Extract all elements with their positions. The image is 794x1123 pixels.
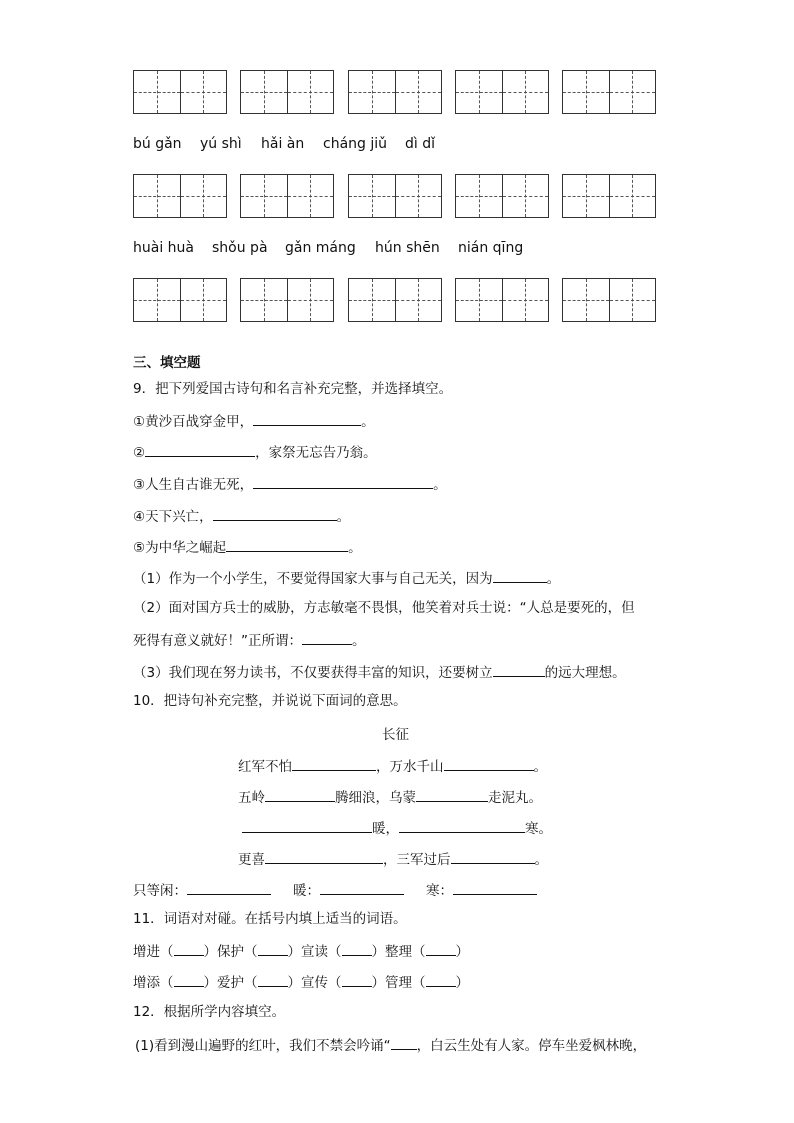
text-fragment: 腾细浪，乌蒙 (335, 790, 416, 806)
char-box-pair[interactable] (240, 70, 334, 114)
text-fragment: （1）作为一个小学生，不要觉得国家大事与自己无关，因为 (133, 571, 493, 587)
text-fragment: ，白云生处有人家。停车坐爱枫林晚， (416, 1038, 647, 1054)
answer-blank[interactable] (493, 662, 545, 677)
text-fragment: 宣传 (301, 975, 328, 991)
answer-blank[interactable] (444, 756, 534, 771)
char-box-pair[interactable] (562, 70, 656, 114)
answer-blank[interactable] (253, 474, 433, 489)
answer-blank[interactable] (302, 630, 352, 645)
text-fragment: ，家祭无忘告乃翁。 (255, 445, 377, 461)
text-fragment: 。 (361, 414, 375, 430)
text-fragment: ④天下兴亡， (133, 509, 213, 525)
text-fragment: ） (455, 944, 469, 960)
q9-sub-3 (133, 662, 626, 682)
char-box-pair[interactable] (240, 174, 334, 218)
q9-sub-2-line-1: （2）面对国方兵士的威胁，方志敏毫不畏惧，他笑着对兵士说：“人总是要死的，但 (133, 600, 635, 616)
q11-stem: 11．词语对对碰。在括号内填上适当的词语。 (133, 911, 407, 927)
pinyin-word: gǎn máng (285, 240, 356, 256)
text-fragment: （ (244, 944, 258, 960)
text-fragment: 寒： (426, 883, 453, 899)
answer-blank[interactable] (145, 442, 255, 457)
text-fragment: ⑤为中华之崛起 (133, 540, 227, 556)
answer-blank[interactable] (391, 1035, 417, 1050)
section-heading: 三、填空题 (133, 355, 201, 371)
q9-item-2 (133, 442, 377, 462)
q9-sub-1 (133, 568, 560, 588)
text-fragment: ，三军过后 (383, 852, 451, 868)
answer-blank[interactable] (265, 849, 383, 864)
text-fragment: 。 (533, 759, 547, 775)
q10-stem: 10．把诗句补充完整，并说说下面词的意思。 (133, 693, 407, 709)
pinyin-word: huài huà (133, 240, 194, 256)
word-meanings (133, 880, 537, 900)
answer-blank[interactable] (258, 972, 288, 987)
text-fragment: （ (160, 944, 174, 960)
text-fragment: ） (371, 944, 385, 960)
poem-line-2 (238, 787, 542, 807)
text-fragment: 。 (433, 477, 447, 493)
q12-stem: 12．根据所学内容填空。 (133, 1004, 286, 1020)
pinyin-word: bú gǎn (133, 136, 182, 152)
text-fragment: 增进 (133, 944, 160, 960)
text-fragment: （ (412, 944, 426, 960)
answer-blank[interactable] (453, 880, 537, 895)
answer-blank[interactable] (265, 787, 335, 802)
text-fragment: 只等闲： (133, 883, 187, 899)
text-fragment: 红军不怕 (238, 759, 292, 775)
q9-item-1 (133, 411, 375, 431)
pinyin-word: shǒu pà (212, 240, 268, 256)
answer-blank[interactable] (342, 941, 372, 956)
text-fragment: ①黄沙百战穿金甲， (133, 414, 254, 430)
poem-line-4 (238, 849, 548, 869)
q9-item-3 (133, 474, 447, 494)
char-box-pair[interactable] (133, 70, 227, 114)
char-box-pair[interactable] (562, 278, 656, 322)
char-box-pair[interactable] (348, 174, 442, 218)
text-fragment: 爱护 (217, 975, 244, 991)
text-fragment: 五岭 (238, 790, 265, 806)
q12-item-1 (135, 1035, 646, 1055)
poem-line-3 (242, 818, 552, 838)
char-box-pair[interactable] (133, 174, 227, 218)
answer-blank[interactable] (416, 787, 488, 802)
pinyin-word: hǎi àn (261, 136, 305, 152)
q9-item-4 (133, 506, 350, 526)
answer-blank[interactable] (226, 537, 348, 552)
poem-title: 长征 (382, 727, 409, 743)
pinyin-word: yú shì (200, 136, 242, 152)
answer-blank[interactable] (399, 818, 525, 833)
text-fragment: ） (455, 975, 469, 991)
text-fragment: ） (203, 975, 217, 991)
text-fragment: 暖， (372, 821, 399, 837)
q9-sub-2-line-2 (133, 630, 366, 650)
q11-row-2 (133, 972, 469, 992)
text-fragment: ，万水千山 (376, 759, 444, 775)
char-box-pair[interactable] (348, 278, 442, 322)
poem-line-1 (238, 756, 547, 776)
text-fragment: 管理 (385, 975, 412, 991)
text-fragment: 走泥丸。 (488, 790, 542, 806)
text-fragment: 保护 (217, 944, 244, 960)
answer-blank[interactable] (174, 941, 204, 956)
text-fragment: 整理 (385, 944, 412, 960)
answer-blank[interactable] (258, 941, 288, 956)
answer-blank[interactable] (493, 568, 547, 583)
text-fragment: 暖： (293, 883, 320, 899)
text-fragment: （ (328, 944, 342, 960)
pinyin-word: hún shēn (375, 240, 440, 256)
text-fragment: （ (412, 975, 426, 991)
answer-blank[interactable] (213, 506, 337, 521)
text-fragment: 。 (352, 633, 366, 649)
char-box-pair[interactable] (455, 174, 549, 218)
text-fragment: 更喜 (238, 852, 265, 868)
answer-blank[interactable] (174, 972, 204, 987)
text-fragment: ） (287, 944, 301, 960)
answer-blank[interactable] (253, 411, 361, 426)
text-fragment: ） (203, 944, 217, 960)
q11-row-1 (133, 941, 469, 961)
answer-blank[interactable] (426, 941, 456, 956)
pinyin-word: cháng jiǔ (323, 136, 388, 152)
answer-blank[interactable] (242, 818, 372, 833)
text-fragment: ③人生自古谁无死， (133, 477, 254, 493)
text-fragment: 。 (534, 852, 548, 868)
text-fragment: 宣读 (301, 944, 328, 960)
answer-blank[interactable] (320, 880, 404, 895)
char-box-pair[interactable] (455, 70, 549, 114)
pinyin-word: nián qīng (458, 240, 524, 256)
text-fragment: ② (133, 445, 146, 461)
char-box-pair[interactable] (133, 278, 227, 322)
answer-blank[interactable] (292, 756, 376, 771)
answer-blank[interactable] (342, 972, 372, 987)
text-fragment: （3）我们现在努力读书，不仅要获得丰富的知识，还要树立 (133, 665, 493, 681)
text-fragment: (1)看到漫山遍野的红叶，我们不禁会吟诵“ (135, 1038, 391, 1054)
text-fragment: 。 (348, 540, 362, 556)
text-fragment: 。 (546, 571, 561, 587)
text-fragment: ） (287, 975, 301, 991)
char-box-pair[interactable] (455, 278, 549, 322)
text-fragment: 。 (336, 509, 351, 525)
text-fragment: 寒。 (525, 821, 552, 837)
text-fragment: （ (160, 975, 174, 991)
pinyin-word: dì dǐ (405, 136, 436, 152)
text-fragment: 增添 (133, 975, 160, 991)
answer-blank[interactable] (426, 972, 456, 987)
text-fragment: 死得有意义就好！”正所谓： (133, 633, 302, 649)
char-box-pair[interactable] (562, 174, 656, 218)
q9-item-5 (133, 537, 362, 557)
text-fragment: ） (371, 975, 385, 991)
answer-blank[interactable] (451, 849, 535, 864)
answer-blank[interactable] (187, 880, 271, 895)
char-box-pair[interactable] (348, 70, 442, 114)
char-box-pair[interactable] (240, 278, 334, 322)
text-fragment: （ (328, 975, 342, 991)
q9-stem: 9．把下列爱国古诗句和名言补充完整，并选择填空。 (133, 381, 453, 397)
text-fragment: （ (244, 975, 258, 991)
text-fragment: 的远大理想。 (544, 665, 626, 681)
